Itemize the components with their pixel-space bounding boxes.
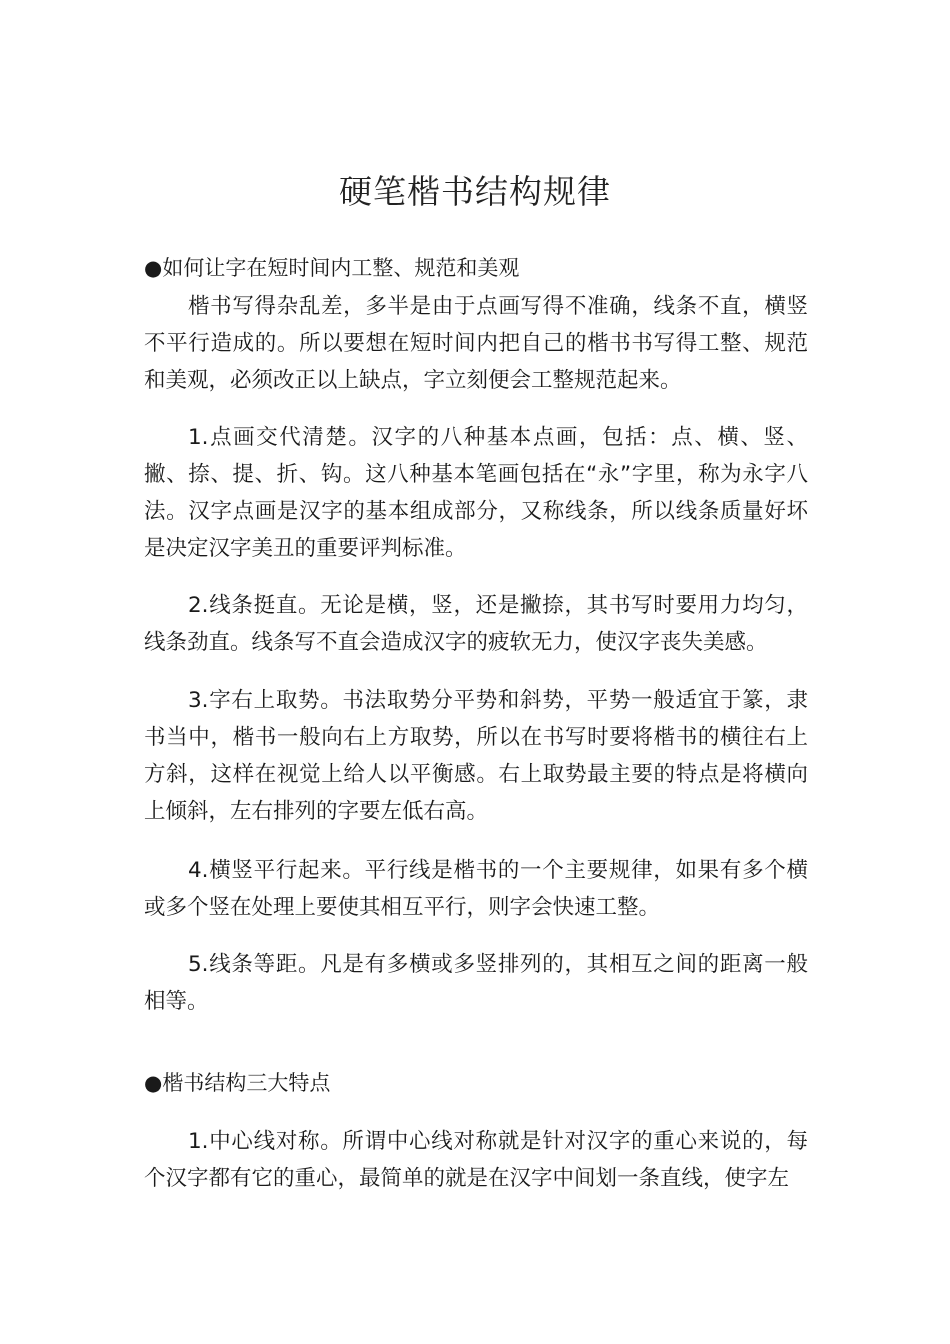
paragraph-item-1: 1.点画交代清楚。汉字的八种基本点画，包括：点、横、竖、撇、捺、提、折、钩。这八种基本笔画包括在“永”字里，称为永字八法。汉字点画是汉字的基本组成部分，又称线条，所以线条质量好坏是决定汉字美丑的重要评判标准。 bbox=[144, 425, 808, 561]
paragraph-item-5: 5.线条等距。凡是有多横或多竖排列的，其相互之间的距离一般相等。 bbox=[144, 952, 808, 1014]
section-heading-neat-writing: ●如何让字在短时间内工整、规范和美观 bbox=[144, 256, 520, 280]
paragraph-item-3: 3.字右上取势。书法取势分平势和斜势，平势一般适宜于篆，隶书当中，楷书一般向右上方取势，所以在书写时要将楷书的横往右上方斜，这样在视觉上给人以平衡感。右上取势最主要的特点是将横向上倾斜，左右排列的字要左低右高。 bbox=[144, 688, 808, 824]
paragraph-item-4: 4.横竖平行起来。平行线是楷书的一个主要规律，如果有多个横或多个竖在处理上要使其相互平行，则字会快速工整。 bbox=[144, 858, 808, 920]
intro-paragraph: 楷书写得杂乱差，多半是由于点画写得不准确，线条不直，横竖不平行造成的。所以要想在短时间内把自己的楷书书写得工整、规范和美观，必须改正以上缺点，字立刻便会工整规范起来。 bbox=[144, 294, 808, 393]
section-heading-structure-features: ●楷书结构三大特点 bbox=[144, 1071, 331, 1095]
paragraph-feature-1: 1.中心线对称。所谓中心线对称就是针对汉字的重心来说的，每个汉字都有它的重心，最简单的就是在汉字中间划一条直线，使字左 bbox=[144, 1129, 808, 1191]
document-title: 硬笔楷书结构规律 bbox=[339, 172, 611, 211]
paragraph-item-2: 2.线条挺直。无论是横，竖，还是撇捺，其书写时要用力均匀，线条劲直。线条写不直会造成汉字的疲软无力，使汉字丧失美感。 bbox=[144, 593, 808, 655]
